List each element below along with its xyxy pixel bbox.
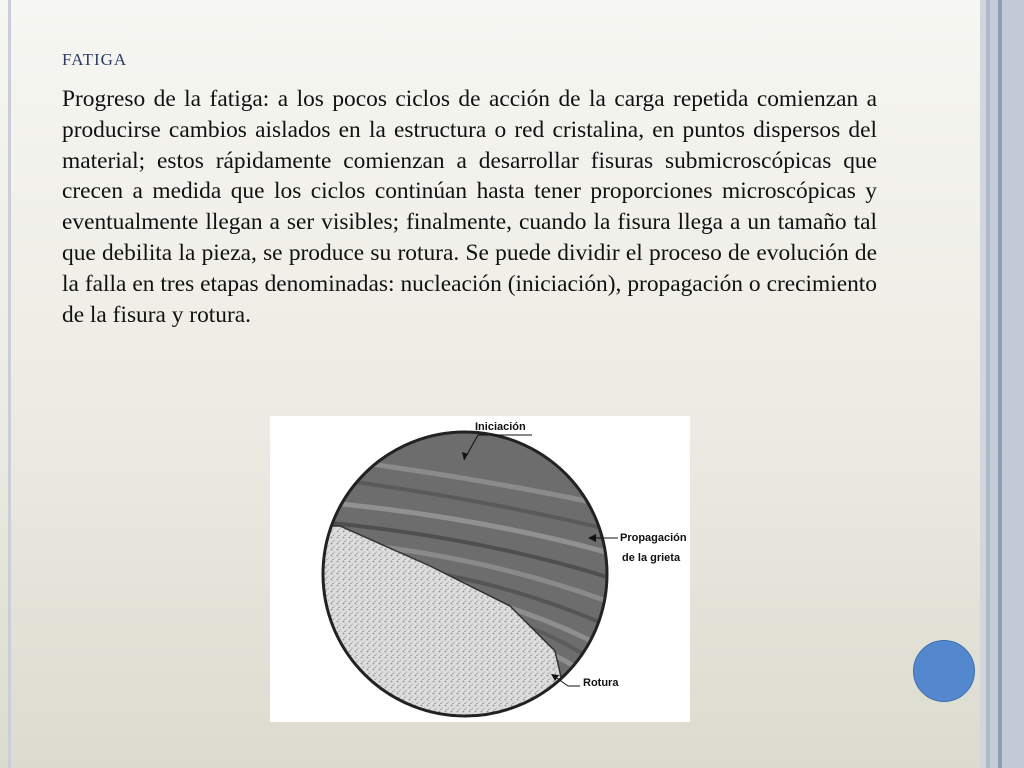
right-decorative-band bbox=[1002, 0, 1024, 768]
slide-title: FATIGA bbox=[62, 50, 128, 69]
left-decorative-rule bbox=[8, 0, 11, 768]
slide-nav-circle[interactable] bbox=[913, 640, 975, 702]
label-rupture: Rotura bbox=[583, 677, 619, 689]
fracture-surface-diagram bbox=[270, 416, 690, 722]
label-propagation-line1: Propagación bbox=[620, 532, 687, 544]
label-initiation: Iniciación bbox=[475, 421, 526, 433]
fatigue-fracture-figure bbox=[270, 416, 690, 722]
slide-body-text: Progreso de la fatiga: a los pocos ciclos de acción de la carga repetida comienzan a producirse cambios aislados en la estructura o red cristalina, en puntos dispersos del material; estos rápidamente comienzan a desarrollar fisuras submicroscópicas que crecen a medida que los ciclos continúan hasta tener proporciones microscópicas y eventualmente llegan a ser visibles; finalmente, cuando la fisura llega a un tamaño tal que debilita la pieza, se produce su rotura. Se puede dividir el proceso de evolución de la falla en tres etapas denominadas: nucleación (iniciación), propagación o crecimiento de la fisura y rotura. bbox=[62, 86, 877, 328]
right-decorative-band bbox=[990, 0, 998, 768]
label-propagation-line2: de la grieta bbox=[622, 552, 681, 564]
